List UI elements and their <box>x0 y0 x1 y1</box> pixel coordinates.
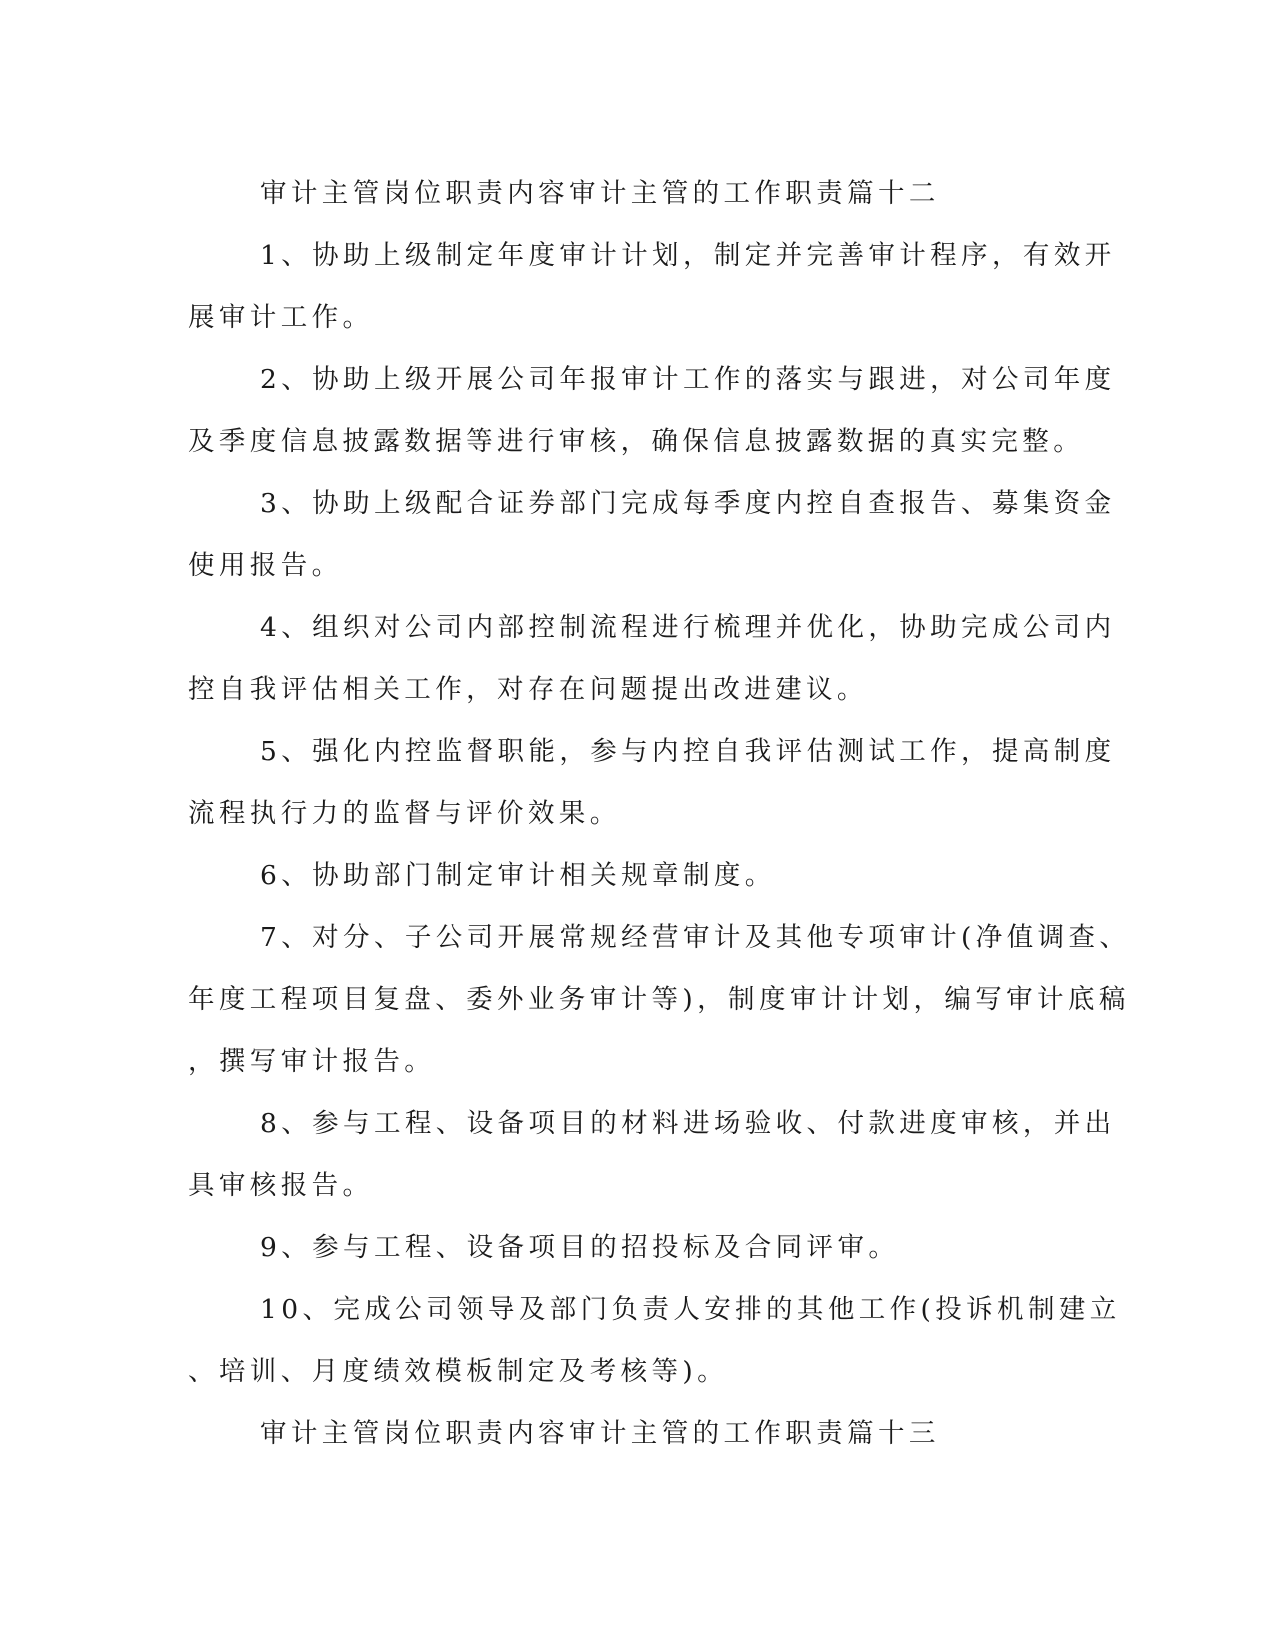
duty-item-7 <box>188 907 1131 1093</box>
text-line: 及季度信息披露数据等进行审核，确保信息披露数据的真实完整。 <box>188 426 1085 457</box>
text-line: 6、协助部门制定审计相关规章制度。 <box>260 860 776 891</box>
duty-item-6 <box>188 845 1068 907</box>
text-line: 具审核报告。 <box>188 1170 374 1201</box>
text-line: ，撰写审计报告。 <box>188 1046 436 1077</box>
text-line: 流程执行力的监督与评价效果。 <box>188 798 621 829</box>
duty-item-2 <box>188 349 1116 473</box>
text-line: 使用报告。 <box>188 550 343 581</box>
text-line: 3、协助上级配合证券部门完成每季度内控自查报告、募集资金 <box>260 488 1116 519</box>
duty-item-9 <box>188 1217 1068 1279</box>
text-line: 7、对分、子公司开展常规经营审计及其他专项审计(净值调查、 <box>260 922 1131 953</box>
section-heading <box>188 163 1068 225</box>
text-line: 审计主管岗位职责内容审计主管的工作职责篇十三 <box>260 1418 940 1449</box>
duty-item-10 <box>188 1279 1121 1403</box>
section-heading <box>188 1403 1068 1465</box>
text-line: 控自我评估相关工作，对存在问题提出改进建议。 <box>188 674 868 705</box>
text-line: 5、强化内控监督职能，参与内控自我评估测试工作，提高制度 <box>260 736 1116 767</box>
text-line: 展审计工作。 <box>188 302 374 333</box>
text-line: 8、参与工程、设备项目的材料进场验收、付款进度审核，并出 <box>260 1108 1116 1139</box>
text-line: 2、协助上级开展公司年报审计工作的落实与跟进，对公司年度 <box>260 364 1116 395</box>
duty-item-1 <box>188 225 1116 349</box>
text-line: 、培训、月度绩效模板制定及考核等)。 <box>188 1356 729 1387</box>
duty-item-3 <box>188 473 1116 597</box>
text-line: 4、组织对公司内部控制流程进行梳理并优化，协助完成公司内 <box>260 612 1116 643</box>
duty-item-4 <box>188 597 1116 721</box>
text-line: 10、完成公司领导及部门负责人安排的其他工作(投诉机制建立 <box>260 1294 1121 1325</box>
text-line: 1、协助上级制定年度审计计划，制定并完善审计程序，有效开 <box>260 240 1116 271</box>
duty-item-5 <box>188 721 1116 845</box>
duty-item-8 <box>188 1093 1116 1217</box>
text-line: 年度工程项目复盘、委外业务审计等)，制度审计计划，编写审计底稿 <box>188 984 1130 1015</box>
text-line: 审计主管岗位职责内容审计主管的工作职责篇十二 <box>260 178 940 209</box>
document-body <box>188 163 1131 1465</box>
text-line: 9、参与工程、设备项目的招投标及合同评审。 <box>260 1232 900 1263</box>
